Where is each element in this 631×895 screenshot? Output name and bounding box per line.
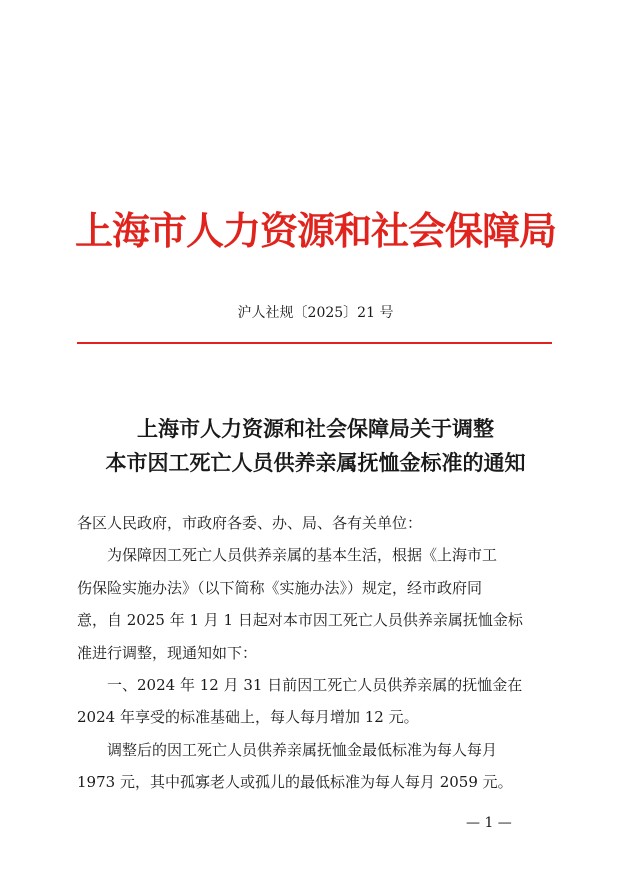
issuing-authority-title: 上海市人力资源和社会保障局 bbox=[74, 209, 556, 253]
body-line: 意，自 2025 年 1 月 1 日起对本市因工死亡人员供养亲属抚恤金标 bbox=[77, 611, 523, 630]
body-line: 为保障因工死亡人员供养亲属的基本生活，根据《上海市工 bbox=[107, 546, 498, 565]
document-number: 沪人社规〔2025〕21 号 bbox=[237, 305, 394, 321]
notice-title-line-1: 上海市人力资源和社会保障局关于调整 bbox=[137, 416, 494, 441]
body-line: 调整后的因工死亡人员供养亲属抚恤金最低标准为每人每月 bbox=[107, 740, 498, 759]
body-line: 伤保险实施办法》（以下简称《实施办法》）规定，经市政府同 bbox=[77, 578, 483, 597]
body-line: 2024 年享受的标准基础上，每人每月增加 12 元。 bbox=[77, 708, 419, 727]
body-line: 准进行调整，现通知如下： bbox=[77, 643, 258, 662]
notice-body bbox=[77, 507, 555, 799]
addressee: 各区人民政府，市政府各委、办、局、各有关单位： bbox=[77, 514, 423, 532]
notice-title bbox=[0, 412, 631, 480]
red-divider-line bbox=[77, 342, 552, 344]
page-number: — 1 — bbox=[466, 815, 512, 831]
body-line: 1973 元，其中孤寡老人或孤儿的最低标准为每人每月 2059 元。 bbox=[77, 773, 513, 792]
notice-title-line-2: 本市因工死亡人员供养亲属抚恤金标准的通知 bbox=[105, 450, 526, 475]
body-line: 一、2024 年 12 月 31 日前因工死亡人员供养亲属的抚恤金在 bbox=[107, 675, 523, 694]
